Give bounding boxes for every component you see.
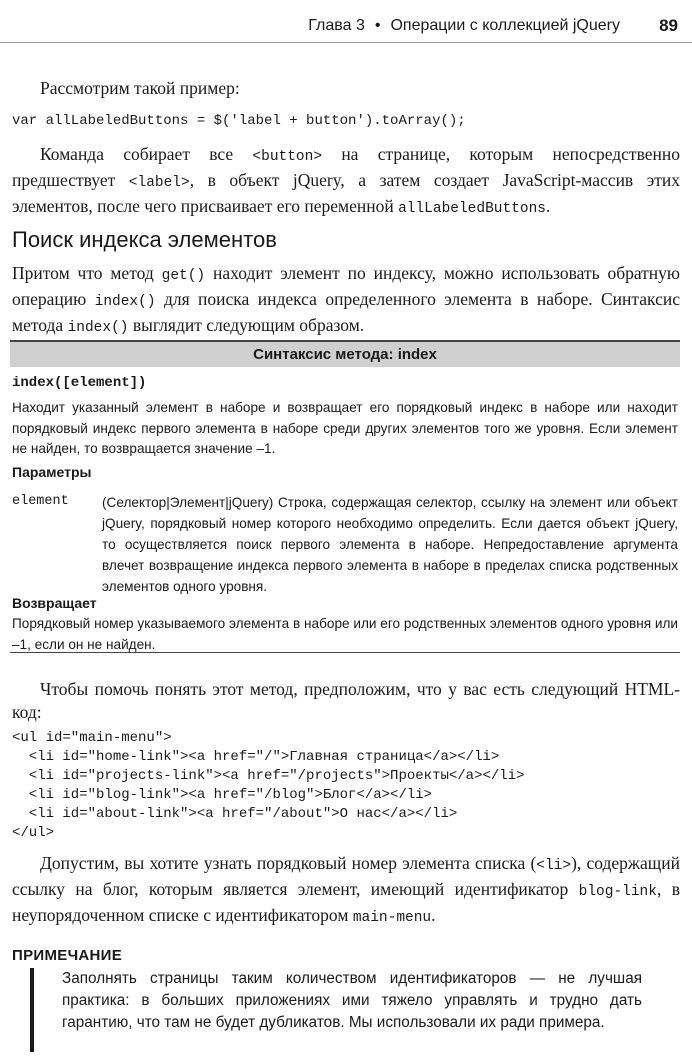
inline-code: <button> [252,149,323,165]
inline-code: allLabeledButtons [398,201,546,217]
code-line: </ul> [12,825,55,841]
syntax-params-heading: Параметры [12,464,92,480]
text-run: выглядит следующим образом. [128,315,365,335]
paragraph-index-method [12,262,680,340]
header-chapter-title: Операции с коллекцией jQuery [390,17,620,34]
paragraph-intro: Рассмотрим такой пример: [40,78,240,98]
code-example-toarray: var allLabeledButtons = $('label + button').toArray(); [12,113,466,129]
syntax-box-title: Синтаксис метода: index [10,342,680,367]
inline-code: <li> [536,858,572,874]
text-run: Допустим, вы хотите узнать порядковый номер элемента списка ( [40,853,537,873]
text-run: для поиска индекса определенного элемента в наборе. Синтаксис метода [12,289,680,335]
text-run: находит элемент по индексу, можно использовать обратную операцию [12,263,680,309]
text-run: , в неупорядоченном списке с идентификатором [12,879,680,925]
inline-code: main-menu [352,910,432,926]
code-line: <li id="blog-link"><a href="/blog">Блог</a></li> [12,787,433,803]
inline-code: get() [161,268,206,284]
syntax-returns-description: Порядковый номер указываемого элемента в наборе или его родственных элементов одного уровня или –1, если он не найден. [12,616,678,652]
text-run: Притом что метод [12,263,162,283]
text-run: . [431,905,436,925]
text-run: ), содержащий ссылку на блог, которым является элемент, имеющий идентификатор [12,853,681,899]
paragraph-command-explanation [12,143,680,221]
code-line: <ul id="main-menu"> [12,730,172,746]
header-chapter-info [308,17,620,35]
syntax-returns-heading: Возвращает [12,595,97,611]
header-bullet: • [374,17,381,34]
code-line: <li id="home-link"><a href="/">Главная страница</a></li> [12,749,500,765]
inline-code: blog-link [578,884,657,900]
note-heading: ПРИМЕЧАНИЕ [12,947,123,964]
inline-code: index() [67,320,129,336]
text-run: . [546,196,551,216]
paragraph-html-example-intro: Чтобы помочь понять этот метод, предположим, что у вас есть следующий HTML-код: [12,679,680,722]
inline-code: <label> [128,175,190,191]
syntax-box-bottom-rule [10,652,680,653]
page-number: 89 [659,16,678,35]
syntax-signature: index([element]) [12,375,147,391]
inline-code: index() [94,294,156,310]
running-header [0,0,692,44]
text-run: Команда собирает все [40,144,253,164]
note-sidebar-rule [30,968,34,1052]
section-heading: Поиск индекса элементов [12,227,277,252]
code-line: <li id="about-link"><a href="/about">О нас</a></li> [12,806,458,822]
syntax-param-name: element [12,494,69,509]
code-line: <li id="projects-link"><a href="/projects">Проекты</a></li> [12,768,525,784]
note-text: Заполнять страницы таким количеством идентификаторов — не лучшая практика: в больших приложениях ими тяжело управлять и трудно дать гарантию, что там не будет дубликатов. Мы использовали их ради примера. [62,970,642,1031]
text-run: на странице, которым непосредственно предшествует [12,144,680,190]
paragraph-blog-link-example [12,852,680,930]
header-divider [0,42,692,43]
text-run: , в объект jQuery, а затем создает JavaScript-массив этих элементов, после чего присваивает его переменной [12,170,681,216]
syntax-param-description: (Селектор|Элемент|jQuery) Строка, содержащая селектор, ссылку на элемент или объект jQuery, порядковый номер которого необходимо определить. Если дается объект jQuery, то осуществляется поиск первого элемента в наборе. Непредоставление аргумента влечет возвращение индекса первого элемента в наборе в пределах списка родственных элементов одного уровня. [102,495,678,594]
header-chapter: Глава 3 [308,17,365,34]
syntax-description: Находит указанный элемент в наборе и возвращает его порядковый индекс в наборе или находит порядковый индекс первого элемента в наборе среди других элементов того же уровня. Если элемент не найден, то возвращается значение –1. [12,400,678,456]
